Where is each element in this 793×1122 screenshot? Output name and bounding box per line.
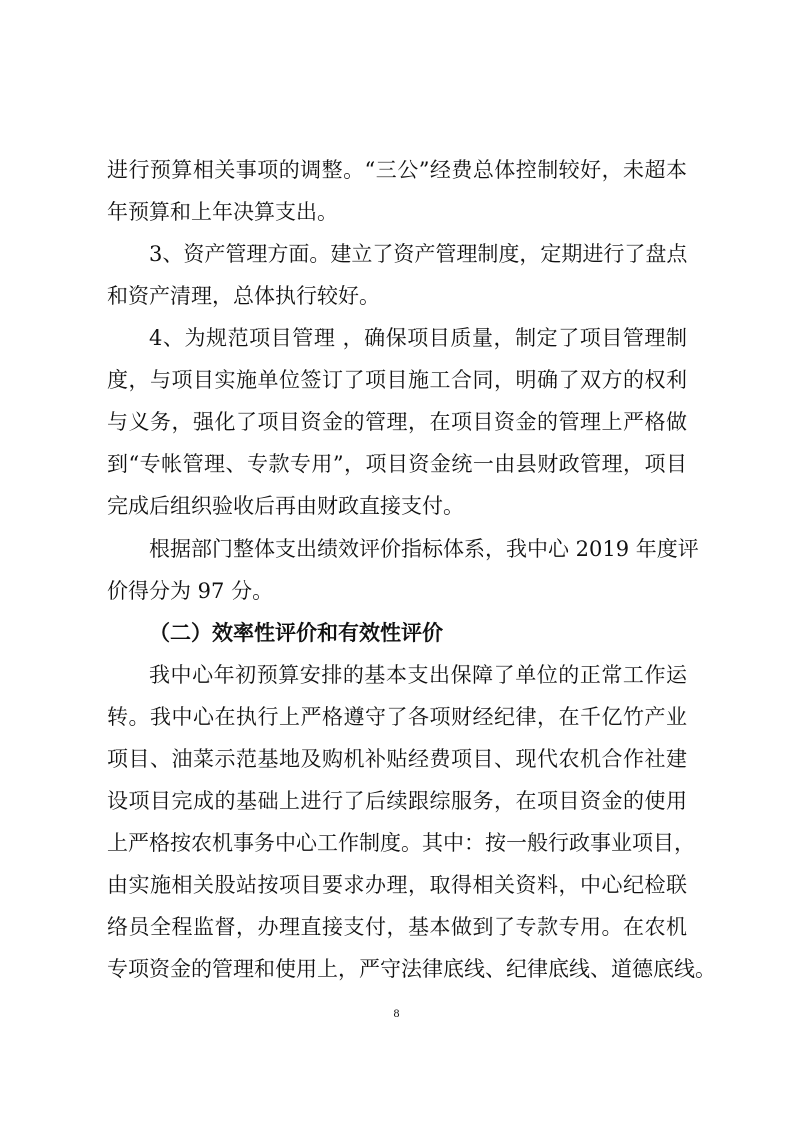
section-heading: （二）效率性评价和有效性评价 — [149, 620, 443, 645]
paragraph-line: 4、为规范项目管理 ，确保项目质量，制定了项目管理制 — [149, 326, 687, 350]
paragraph-line: 和资产清理，总体执行较好。 — [107, 284, 380, 308]
paragraph-line: 年预算和上年决算支出。 — [107, 200, 338, 224]
paragraph-line: 到“专帐管理、专款专用”，项目资金统一由县财政管理，项目 — [107, 452, 687, 476]
paragraph-line: 与义务，强化了项目资金的管理，在项目资金的管理上严格做 — [107, 410, 687, 434]
paragraph-line: 上严格按农机事务中心工作制度。其中：按一般行政事业项目， — [107, 831, 695, 855]
paragraph-line: 根据部门整体支出绩效评价指标体系，我中心 2019 年度评 — [149, 537, 699, 561]
paragraph-line: 度，与项目实施单位签订了项目施工合同，明确了双方的权利 — [107, 368, 687, 392]
paragraph-line: 由实施相关股站按项目要求办理，取得相关资料，中心纪检联 — [107, 873, 687, 897]
paragraph-line: 转。我中心在执行上严格遵守了各项财经纪律，在千亿竹产业 — [107, 705, 687, 729]
paragraph-line: 进行预算相关事项的调整。“三公”经费总体控制较好，未超本 — [107, 158, 687, 182]
paragraph-line: 3、资产管理方面。建立了资产管理制度，定期进行了盘点 — [149, 242, 688, 266]
paragraph-line: 专项资金的管理和使用上，严守法律底线、纪律底线、道德底线。 — [107, 957, 716, 981]
paragraph-line: 项目、油菜示范基地及购机补贴经费项目、现代农机合作社建 — [107, 747, 687, 771]
paragraph-line: 络员全程监督，办理直接支付，基本做到了专款专用。在农机 — [107, 915, 687, 939]
paragraph-line: 价得分为 97 分。 — [107, 579, 274, 603]
paragraph-line: 完成后组织验收后再由财政直接支付。 — [107, 494, 464, 518]
paragraph-line: 我中心年初预算安排的基本支出保障了单位的正常工作运 — [149, 663, 687, 687]
paragraph-line: 设项目完成的基础上进行了后续跟综服务，在项目资金的使用 — [107, 789, 687, 813]
page-number: 8 — [393, 1006, 400, 1020]
